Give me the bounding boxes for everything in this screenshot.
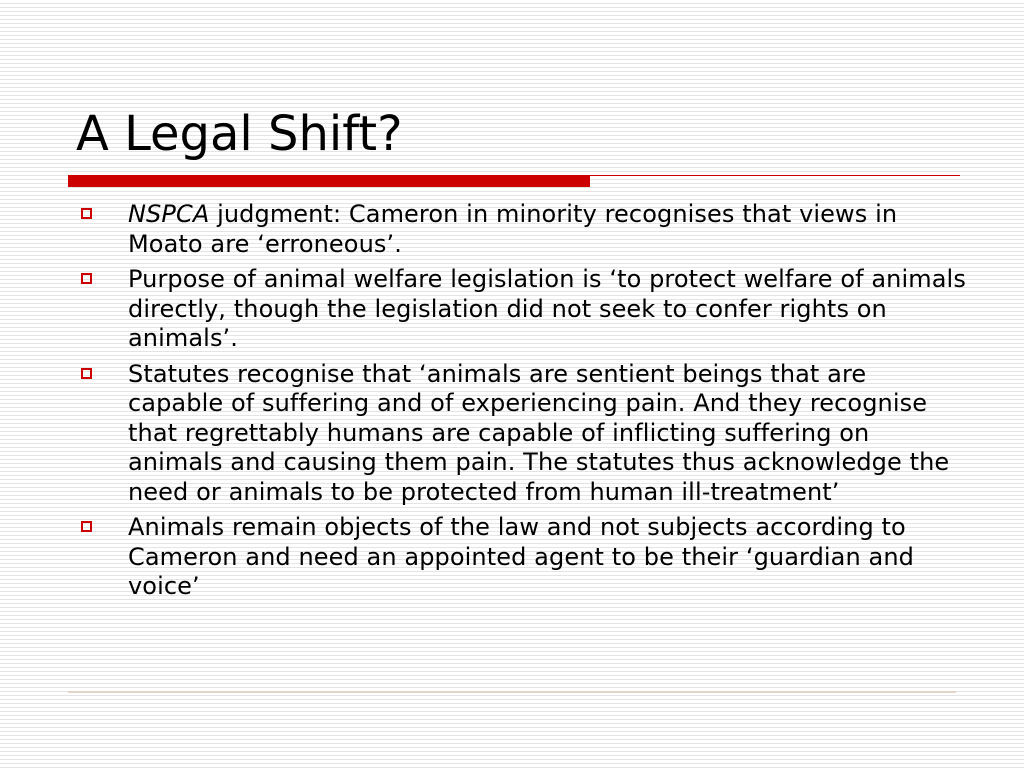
title-underline-thin — [590, 175, 960, 176]
case-name-emphasis: NSPCA — [128, 200, 210, 228]
bullet-list — [76, 200, 966, 608]
hollow-square-bullet-icon — [81, 208, 92, 219]
slide-title: A Legal Shift? — [76, 106, 403, 162]
footer-rule — [68, 691, 956, 693]
bullet-item — [76, 513, 966, 602]
bullet-item — [76, 265, 966, 354]
bullet-item — [76, 360, 966, 508]
hollow-square-bullet-icon — [81, 273, 92, 284]
hollow-square-bullet-icon — [81, 368, 92, 379]
bullet-text-rest: judgment: Cameron in minority recognises that views in Moato are ‘erroneous’. — [128, 200, 898, 258]
bullet-text: Animals remain objects of the law and not subjects according to Cameron and need an appointed agent to be their ‘guardian and voice’ — [128, 513, 914, 600]
bullet-text: Statutes recognise that ‘animals are sentient beings that are capable of suffering and of experiencing pain. And they recognise that regrettably humans are capable of inflicting suffering on animals and causing them pain. The statutes thus acknowledge the need or animals to be protected from human ill-treatment’ — [128, 359, 950, 506]
bullet-item — [76, 200, 966, 259]
bullet-text: Purpose of animal welfare legislation is ‘to protect welfare of animals directly, though the legislation did not seek to confer rights on animals’. — [128, 265, 966, 352]
bullet-text — [128, 200, 897, 258]
hollow-square-bullet-icon — [81, 521, 92, 532]
title-underline-thick — [68, 175, 590, 187]
